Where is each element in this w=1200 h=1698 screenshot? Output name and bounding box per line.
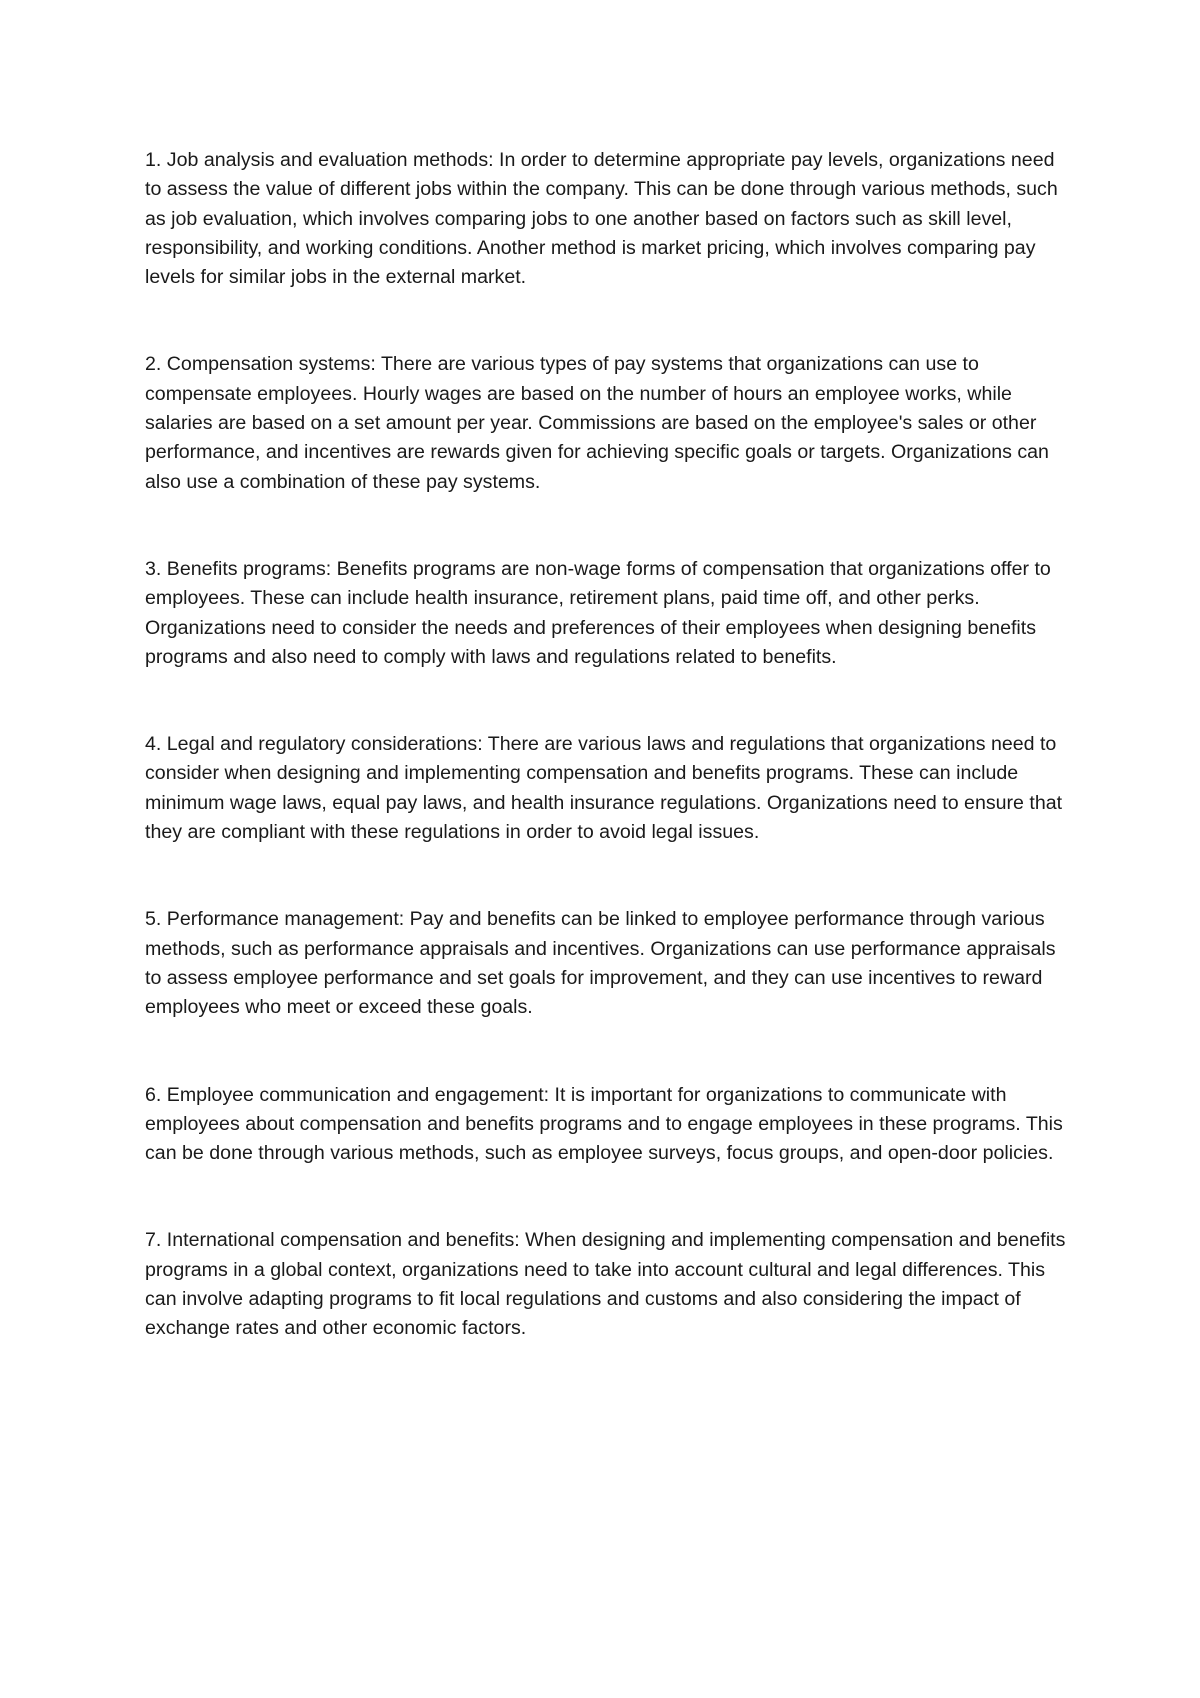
document-body: [145, 146, 1075, 1402]
paragraph-international-compensation: 7. International compensation and benefits: When designing and implementing compensation and benefits programs in a global context, organizations need to take into account cultural and legal differences. This can involve adapting programs to fit local regulations and customs and also considering the impact of exchange rates and other economic factors.: [145, 1229, 1066, 1340]
paragraph-compensation-systems: 2. Compensation systems: There are various types of pay systems that organizations can use to compensate employees. Hourly wages are based on the number of hours an employee works, while salaries are based on a set amount per year. Commissions are based on the employee's sales or other performance, and incentives are rewards given for achieving specific goals or targets. Organizations can also use a combination of these pay systems.: [145, 353, 1049, 493]
paragraph-legal-regulatory: 4. Legal and regulatory considerations: There are various laws and regulations that organizations need to consider when designing and implementing compensation and benefits programs. These can include minimum wage laws, equal pay laws, and health insurance regulations. Organizations need to ensure that they are compliant with these regulations in order to avoid legal issues.: [145, 733, 1063, 844]
paragraph-performance-management: 5. Performance management: Pay and benefits can be linked to employee performance through various methods, such as performance appraisals and incentives. Organizations can use performance appraisals to assess employee performance and set goals for improvement, and they can use incentives to reward employees who meet or exceed these goals.: [145, 908, 1056, 1019]
paragraph-employee-communication: 6. Employee communication and engagement: It is important for organizations to communicate with employees about compensation and benefits programs and to engage employees in these programs. This can be done through various methods, such as employee surveys, focus groups, and open-door policies.: [145, 1083, 1063, 1165]
paragraph-benefits-programs: 3. Benefits programs: Benefits programs are non-wage forms of compensation that organizations offer to employees. These can include health insurance, retirement plans, paid time off, and other perks. Organizations need to consider the needs and preferences of their employees when designing benefits programs and also need to comply with laws and regulations related to benefits.: [145, 557, 1051, 668]
paragraph-job-analysis: 1. Job analysis and evaluation methods: In order to determine appropriate pay levels, organizations need to assess the value of different jobs within the company. This can be done through various methods, such as job evaluation, which involves comparing jobs to one another based on factors such as skill level, responsibility, and working conditions. Another method is market pricing, which involves comparing pay levels for similar jobs in the external market.: [145, 149, 1058, 289]
